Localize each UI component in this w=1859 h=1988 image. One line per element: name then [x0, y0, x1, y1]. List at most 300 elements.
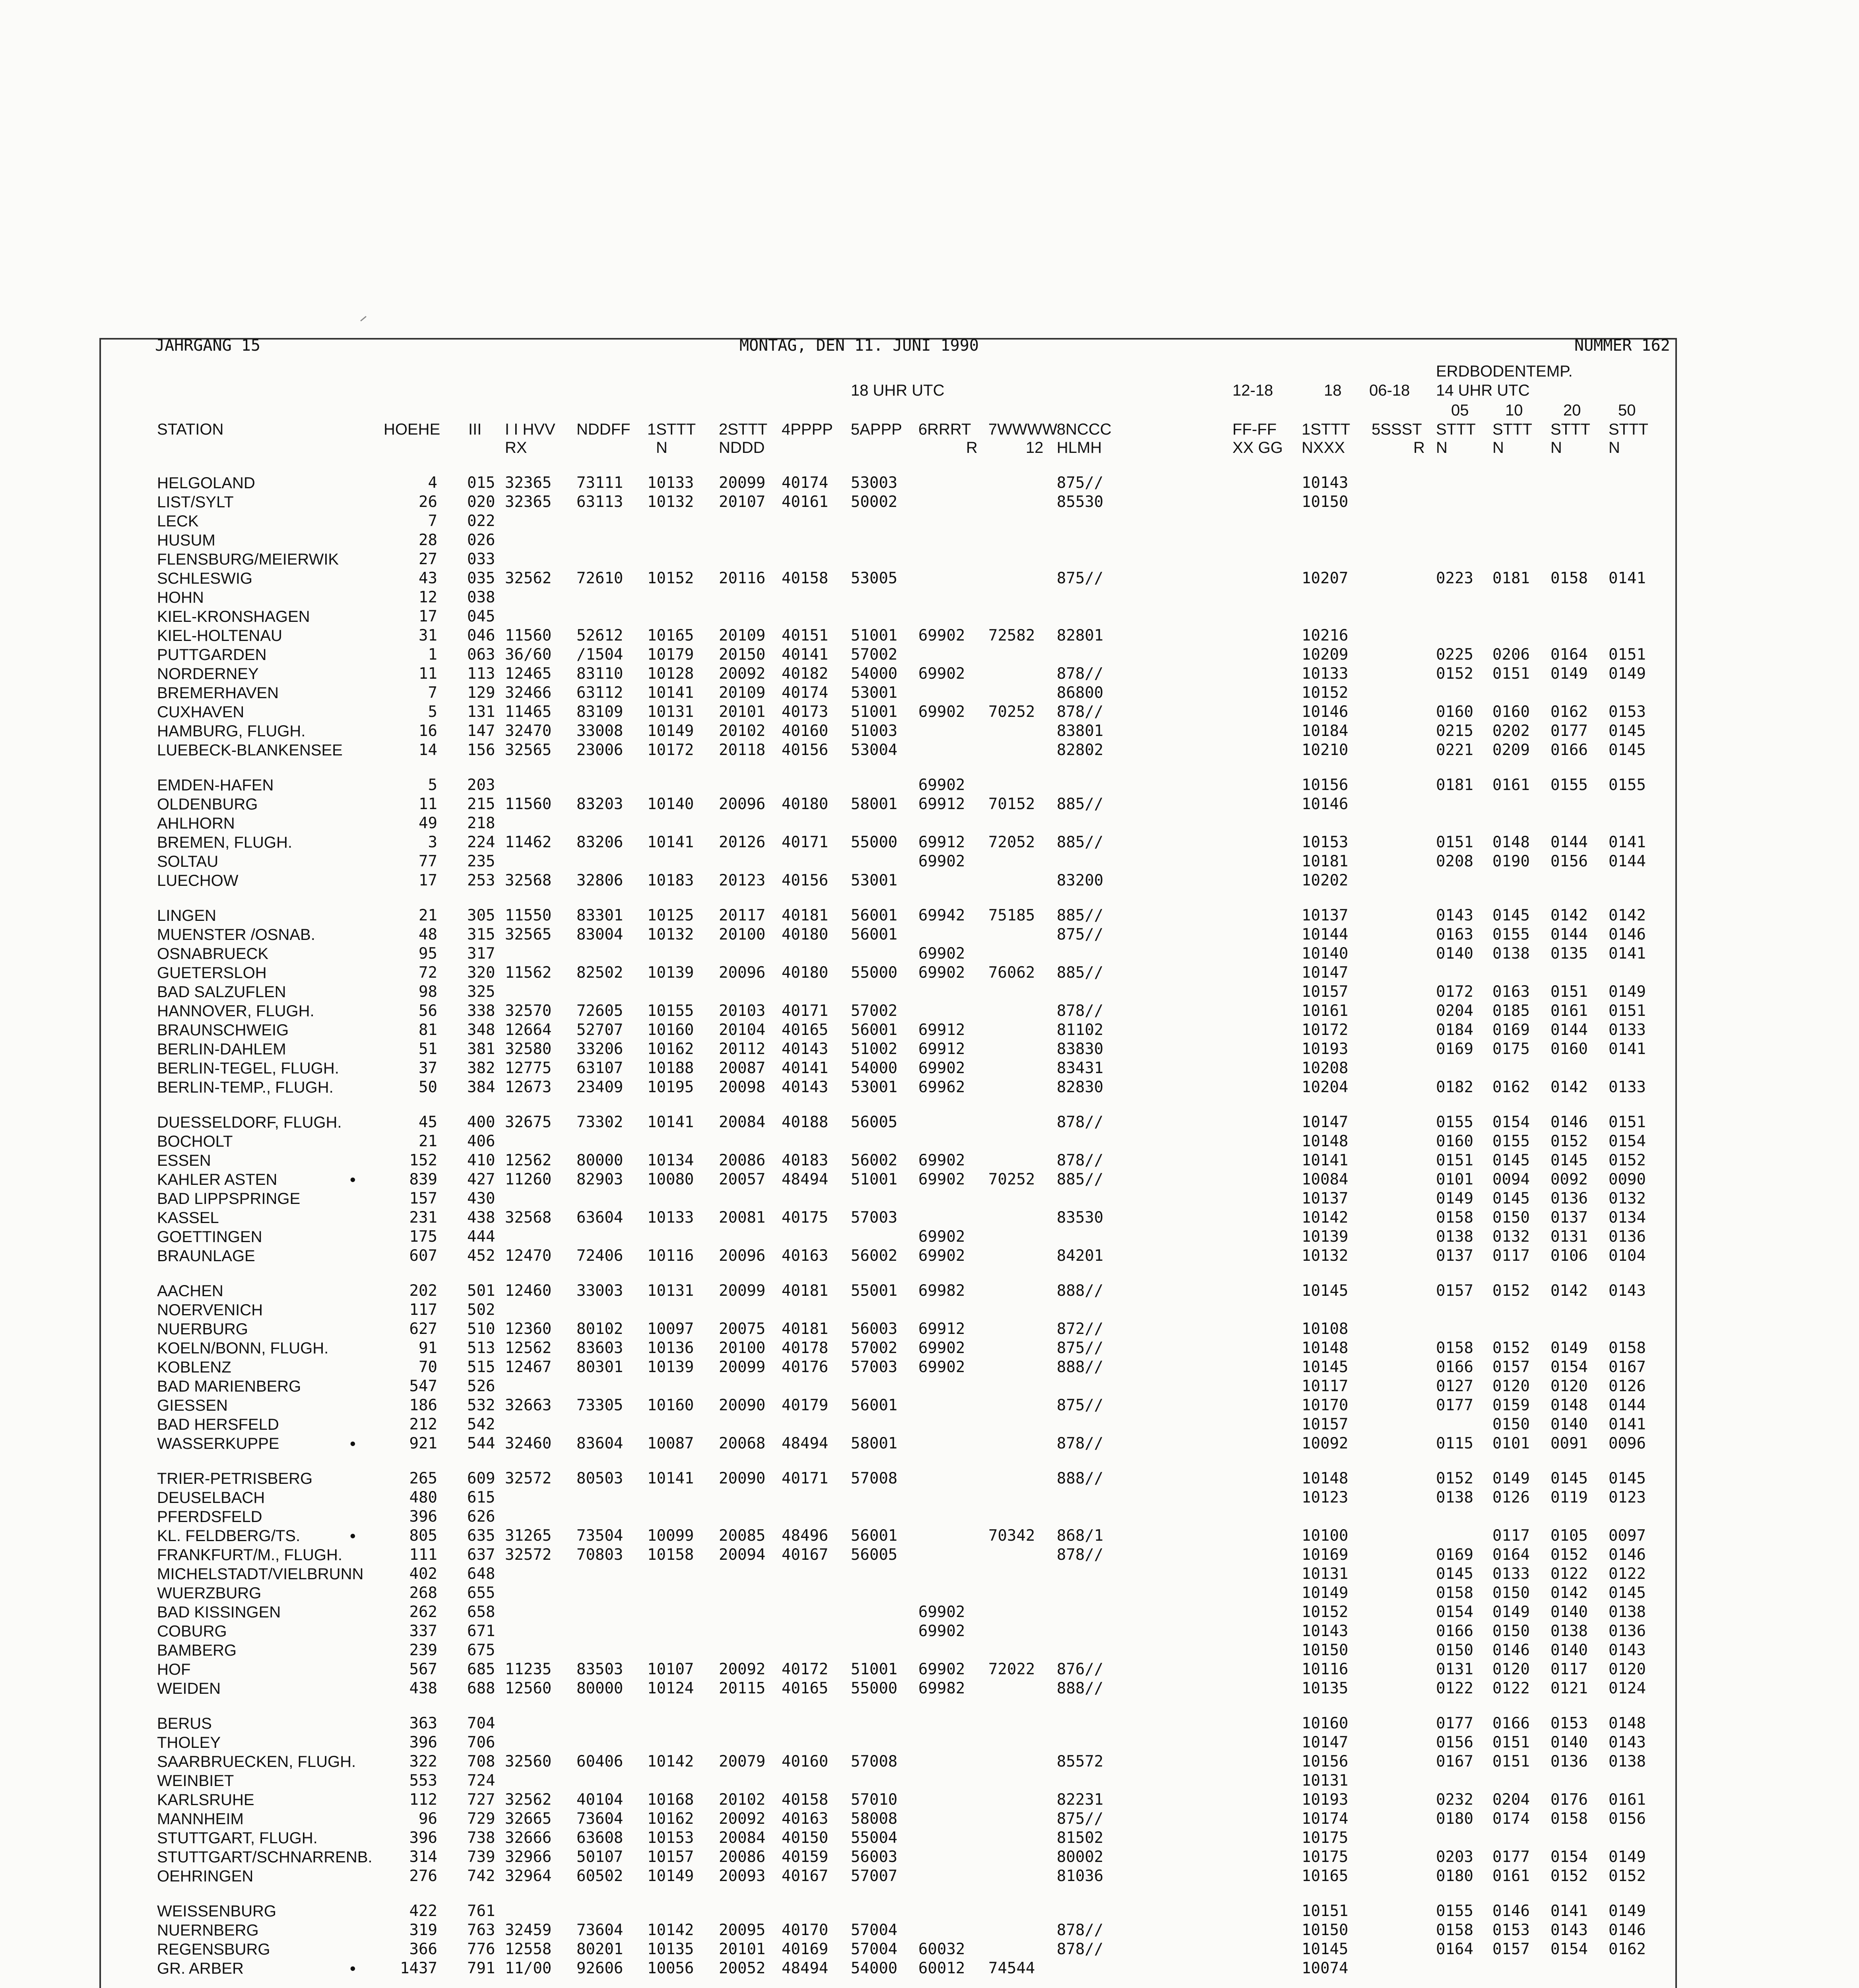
station-id: 113 — [467, 665, 495, 683]
station-name: STUTTGART, FLUGH. — [157, 1829, 318, 1847]
synop-group: 57002 — [851, 1002, 898, 1020]
synop-group: 10149 — [647, 1867, 694, 1885]
synop-group: 69902 — [918, 703, 965, 721]
station-height: 45 — [419, 1113, 437, 1131]
ssst-heading: 5SSST — [1372, 421, 1422, 438]
synop-group: 73111 — [576, 474, 623, 492]
station-name: GR. ARBER — [157, 1960, 244, 1977]
synop-group: 69982 — [918, 1679, 965, 1697]
synop-group: 10158 — [647, 1546, 694, 1564]
soil-temp-value: 0148 — [1609, 1714, 1646, 1732]
synop-group: 20099 — [719, 1282, 766, 1300]
synop-group: 32565 — [505, 741, 552, 759]
soil-temp-value: 0164 — [1492, 1546, 1530, 1564]
synop-group: 876// — [1057, 1660, 1104, 1678]
synop-group: 10172 — [647, 741, 694, 759]
synop-group: 11550 — [505, 907, 552, 924]
soil05-heading: STTT — [1436, 421, 1476, 438]
soil-temp-value: 0160 — [1492, 703, 1530, 721]
synop-group: 20090 — [719, 1396, 766, 1414]
soil-temp-value: 0163 — [1436, 926, 1473, 944]
station-name: NOERVENICH — [157, 1301, 263, 1319]
synop-group: 20052 — [719, 1959, 766, 1977]
max-temp-group: 10143 — [1302, 1622, 1349, 1640]
station-height: 268 — [409, 1584, 437, 1602]
station-id: 513 — [467, 1339, 495, 1357]
max-temp-group: 10140 — [1302, 945, 1349, 963]
sttt18-sub: NXXX — [1302, 439, 1345, 456]
synop-group: 32460 — [505, 1435, 552, 1452]
station-name: PFERDSFELD — [157, 1508, 262, 1526]
station-id: 609 — [467, 1470, 495, 1487]
soil-temp-value: 0151 — [1609, 646, 1646, 664]
synop-group: 10131 — [647, 1282, 694, 1300]
soil-temp-value: 0150 — [1492, 1584, 1530, 1602]
station-name: GIESSEN — [157, 1397, 228, 1414]
synop-group: 40151 — [782, 627, 829, 645]
table-row — [0, 1415, 1829, 1434]
synop-group: 60032 — [918, 1940, 965, 1958]
table-row — [0, 1040, 1829, 1059]
synop-group: 69902 — [918, 1660, 965, 1678]
synop-group: 53001 — [851, 872, 898, 889]
soil-temp-value: 0150 — [1492, 1209, 1530, 1227]
soil-temp-value: 0151 — [1609, 1113, 1646, 1131]
synop-group: 72406 — [576, 1247, 623, 1265]
soil-temp-value: 0181 — [1436, 776, 1473, 794]
rrrt-heading: 6RRRT — [918, 421, 971, 438]
station-height: 50 — [419, 1078, 437, 1096]
table-row — [0, 1603, 1829, 1622]
synop-group: 20096 — [719, 964, 766, 982]
soil-temp-value: 0138 — [1436, 1489, 1473, 1507]
max-temp-group: 10137 — [1302, 907, 1349, 924]
soil-temp-value: 0146 — [1609, 926, 1646, 944]
table-row — [0, 1434, 1829, 1453]
synop-group: 73305 — [576, 1396, 623, 1414]
synop-group: 40180 — [782, 795, 829, 813]
station-id: 635 — [467, 1527, 495, 1545]
station-height: 112 — [409, 1791, 437, 1809]
synop-group: 83203 — [576, 795, 623, 813]
table-row — [0, 1771, 1829, 1790]
synop-group: 10179 — [647, 646, 694, 664]
table-row — [0, 607, 1829, 626]
table-row — [0, 1622, 1829, 1641]
synop-group: 12560 — [505, 1679, 552, 1697]
soil-temp-value: 0152 — [1492, 1282, 1530, 1300]
max-temp-group: 10147 — [1302, 964, 1349, 982]
synop-group: 40158 — [782, 1791, 829, 1809]
synop-group: 70803 — [576, 1546, 623, 1564]
station-height: 4 — [428, 474, 437, 492]
table-row — [0, 664, 1829, 683]
synop-group: 32568 — [505, 872, 552, 889]
soil-temp-value: 0144 — [1609, 852, 1646, 870]
soil-temp-value: 0172 — [1436, 983, 1473, 1001]
soil-temp-value: 0144 — [1550, 833, 1588, 851]
station-height: 1437 — [400, 1959, 437, 1977]
soil-temp-heading: ERDBODENTEMP. — [1436, 363, 1573, 380]
soil-temp-value: 0091 — [1550, 1435, 1588, 1452]
soil-temp-value: 0154 — [1492, 1113, 1530, 1131]
soil-temp-value: 0151 — [1492, 1734, 1530, 1751]
synop-group: 10153 — [647, 1829, 694, 1847]
table-row — [0, 1469, 1829, 1488]
synop-group: 10141 — [647, 1470, 694, 1487]
synop-group: 86800 — [1057, 684, 1104, 702]
station-id: 515 — [467, 1358, 495, 1376]
synop-group: 10099 — [647, 1527, 694, 1545]
soil20-heading: STTT — [1550, 421, 1590, 438]
soil05-sub: N — [1436, 439, 1448, 456]
synop-group: 10133 — [647, 474, 694, 492]
soil-temp-value: 0153 — [1609, 703, 1646, 721]
station-name: EMDEN-HAFEN — [157, 777, 274, 794]
table-row — [0, 1059, 1829, 1078]
synop-group: 40141 — [782, 646, 829, 664]
soil-temp-value: 0145 — [1492, 907, 1530, 924]
h18-heading: 18 — [1324, 382, 1342, 399]
pppp-heading: 4PPPP — [782, 421, 833, 438]
synop-group: 83004 — [576, 926, 623, 944]
synop-group: 69902 — [918, 1603, 965, 1621]
synop-group: 69912 — [918, 1021, 965, 1039]
synop-group: 40150 — [782, 1829, 829, 1847]
max-temp-group: 10152 — [1302, 684, 1349, 702]
synop-group: 40163 — [782, 1247, 829, 1265]
station-name: KOELN/BONN, FLUGH. — [157, 1340, 329, 1357]
synop-group: 72605 — [576, 1002, 623, 1020]
station-height: 422 — [409, 1902, 437, 1920]
max-temp-group: 10210 — [1302, 741, 1349, 759]
soil-temp-value: 0152 — [1550, 1132, 1588, 1150]
soil10-heading: STTT — [1492, 421, 1532, 438]
station-id: 742 — [467, 1867, 495, 1885]
synop-group: 885// — [1057, 907, 1104, 924]
soil-temp-value: 0145 — [1492, 1190, 1530, 1208]
max-temp-group: 10174 — [1302, 1810, 1349, 1828]
soil-temp-value: 0126 — [1492, 1489, 1530, 1507]
soil-temp-value: 0145 — [1550, 1470, 1588, 1487]
table-row — [0, 1809, 1829, 1829]
synop-group: 57007 — [851, 1867, 898, 1885]
max-temp-group: 10142 — [1302, 1209, 1349, 1227]
synop-group: 878// — [1057, 1151, 1104, 1169]
synop-group: 40179 — [782, 1396, 829, 1414]
station-id: 727 — [467, 1791, 495, 1809]
station-height: 480 — [409, 1489, 437, 1507]
station-height: 17 — [419, 608, 437, 625]
synop-group: 885// — [1057, 1171, 1104, 1188]
soil-temp-value: 0155 — [1436, 1902, 1473, 1920]
synop-group: 10097 — [647, 1320, 694, 1338]
synop-group: 63107 — [576, 1059, 623, 1077]
synop-group: 20094 — [719, 1546, 766, 1564]
station-height: 157 — [409, 1190, 437, 1208]
station-id: 763 — [467, 1921, 495, 1939]
date-label: MONTAG, DEN 11. JUNI 1990 — [739, 336, 979, 355]
depth-05: 05 — [1451, 402, 1469, 419]
station-height: 921 — [409, 1435, 437, 1452]
soil-temp-value: 0115 — [1436, 1435, 1473, 1452]
synop-group: 80503 — [576, 1470, 623, 1487]
synop-group: 70252 — [988, 703, 1035, 721]
station-id: 452 — [467, 1247, 495, 1265]
station-id: 438 — [467, 1209, 495, 1227]
station-height: 553 — [409, 1772, 437, 1790]
soil-temp-value: 0149 — [1609, 1902, 1646, 1920]
table-row — [0, 925, 1829, 944]
soil-temp-value: 0134 — [1609, 1209, 1646, 1227]
station-height: 396 — [409, 1829, 437, 1847]
station-name: TRIER-PETRISBERG — [157, 1470, 313, 1487]
synop-group: 10160 — [647, 1021, 694, 1039]
synop-group: 56005 — [851, 1113, 898, 1131]
synop-group: 20090 — [719, 1470, 766, 1487]
station-id: 688 — [467, 1679, 495, 1697]
soil-temp-value: 0090 — [1609, 1171, 1646, 1188]
synop-group: 20101 — [719, 703, 766, 721]
soil-temp-value: 0232 — [1436, 1791, 1473, 1809]
soil-temp-value: 0135 — [1550, 945, 1588, 963]
synop-group: 10135 — [647, 1940, 694, 1958]
station-name: BOCHOLT — [157, 1133, 233, 1150]
synop-group: 56001 — [851, 926, 898, 944]
synop-group: 10140 — [647, 795, 694, 813]
synop-group: 57002 — [851, 1339, 898, 1357]
synop-group: 875// — [1057, 1396, 1104, 1414]
synop-group: 10080 — [647, 1171, 694, 1188]
synop-group: 72610 — [576, 569, 623, 587]
table-row — [0, 550, 1829, 569]
soil-temp-value: 0166 — [1492, 1714, 1530, 1732]
synop-group: 69902 — [918, 1358, 965, 1376]
max-temp-group: 10153 — [1302, 833, 1349, 851]
station-name: BREMERHAVEN — [157, 684, 279, 702]
wwww-sub: 12 — [1026, 439, 1044, 456]
soil-temp-value: 0140 — [1436, 945, 1473, 963]
station-name: AACHEN — [157, 1282, 223, 1300]
station-name: HANNOVER, FLUGH. — [157, 1002, 314, 1020]
soil-temp-value: 0124 — [1609, 1679, 1646, 1697]
synop-group: 12673 — [505, 1078, 552, 1096]
table-row — [0, 833, 1829, 852]
soil-temp-value: 0117 — [1492, 1247, 1530, 1265]
soil-temp-value: 0136 — [1609, 1228, 1646, 1246]
soil-temp-value: 0094 — [1492, 1171, 1530, 1188]
soil-temp-value: 0122 — [1609, 1565, 1646, 1583]
station-id: 724 — [467, 1772, 495, 1790]
soil-temp-value: 0101 — [1492, 1435, 1530, 1452]
table-row — [0, 1377, 1829, 1396]
iii-heading: III — [468, 421, 482, 438]
soil-temp-value: 0146 — [1492, 1902, 1530, 1920]
synop-group: 69902 — [918, 665, 965, 683]
synop-group: 85530 — [1057, 493, 1104, 511]
synop-group: 32562 — [505, 1791, 552, 1809]
soil-temp-value: 0164 — [1550, 646, 1588, 664]
soil-temp-value: 0158 — [1436, 1339, 1473, 1357]
station-name: WEIDEN — [157, 1680, 221, 1697]
synop-group: 32663 — [505, 1396, 552, 1414]
table-row — [0, 1151, 1829, 1170]
synop-group: 57002 — [851, 646, 898, 664]
synop-group: 69902 — [918, 776, 965, 794]
synop-group: 20085 — [719, 1527, 766, 1545]
station-height: 72 — [419, 964, 437, 982]
soil-temp-value: 0146 — [1609, 1546, 1646, 1564]
station-name: STUTTGART/SCHNARRENB. — [157, 1848, 373, 1866]
station-id: 131 — [467, 703, 495, 721]
depth-10: 10 — [1505, 402, 1523, 419]
synop-group: 54000 — [851, 665, 898, 683]
soil-temp-value: 0096 — [1609, 1435, 1646, 1452]
station-height: 212 — [409, 1415, 437, 1433]
soil-temp-value: 0155 — [1550, 776, 1588, 794]
synop-group: 56002 — [851, 1151, 898, 1169]
soil-temp-value: 0215 — [1436, 722, 1473, 740]
sttt2-sub: NDDD — [719, 439, 765, 456]
max-temp-group: 10202 — [1302, 872, 1349, 889]
station-height: 11 — [419, 795, 437, 813]
soil-temp-value: 0104 — [1609, 1247, 1646, 1265]
max-temp-group: 10133 — [1302, 665, 1349, 683]
synop-group: 50002 — [851, 493, 898, 511]
mountain-station-marker: • — [350, 1434, 356, 1453]
synop-group: 875// — [1057, 926, 1104, 944]
synop-group: 40165 — [782, 1679, 829, 1697]
synop-group: 10157 — [647, 1848, 694, 1866]
soil-temp-value: 0151 — [1609, 1002, 1646, 1020]
max-temp-group: 10148 — [1302, 1470, 1349, 1487]
soil-temp-value: 0177 — [1436, 1714, 1473, 1732]
station-height: 396 — [409, 1508, 437, 1526]
synop-group: 40104 — [576, 1791, 623, 1809]
synop-group: 70252 — [988, 1171, 1035, 1188]
nccc-heading: 8NCCC — [1057, 421, 1112, 438]
soil-temp-value: 0137 — [1550, 1209, 1588, 1227]
station-height: 547 — [409, 1377, 437, 1395]
soil-temp-value: 0142 — [1550, 1584, 1588, 1602]
max-temp-group: 10181 — [1302, 852, 1349, 870]
station-name: OSNABRUECK — [157, 945, 269, 963]
table-row — [0, 588, 1829, 607]
synop-group: 40171 — [782, 833, 829, 851]
synop-group: 51002 — [851, 1040, 898, 1058]
rrrt-sub: R — [966, 439, 978, 456]
synop-group: 20096 — [719, 1247, 766, 1265]
synop-group: 10139 — [647, 964, 694, 982]
soil-temp-value: 0175 — [1492, 1040, 1530, 1058]
synop-group: 83530 — [1057, 1209, 1104, 1227]
table-row — [0, 1113, 1829, 1132]
synop-group: 23409 — [576, 1078, 623, 1096]
table-row — [0, 683, 1829, 703]
station-name: MANNHEIM — [157, 1810, 244, 1828]
synop-group: 72582 — [988, 627, 1035, 645]
station-height: 5 — [428, 703, 437, 721]
synop-group: 82801 — [1057, 627, 1104, 645]
synop-group: 40181 — [782, 1282, 829, 1300]
soil-temp-value: 0146 — [1609, 1921, 1646, 1939]
synop-group: 10133 — [647, 1209, 694, 1227]
synop-group: 69902 — [918, 1622, 965, 1640]
synop-group: 56001 — [851, 1396, 898, 1414]
synop-group: 20084 — [719, 1113, 766, 1131]
synop-group: 20084 — [719, 1829, 766, 1847]
synop-group: 69902 — [918, 1339, 965, 1357]
station-id: 325 — [467, 983, 495, 1001]
soil-temp-value: 0132 — [1609, 1190, 1646, 1208]
synop-group: 10136 — [647, 1339, 694, 1357]
issue-number: NUMMER 162 — [1574, 336, 1670, 355]
table-row — [0, 906, 1829, 925]
table-row — [0, 1921, 1829, 1940]
soil-temp-value: 0158 — [1550, 569, 1588, 587]
synop-group: 32570 — [505, 1002, 552, 1020]
soil-temp-value: 0145 — [1550, 1151, 1588, 1169]
soil-temp-value: 0158 — [1436, 1209, 1473, 1227]
synop-group: 32580 — [505, 1040, 552, 1058]
table-row — [0, 963, 1829, 982]
station-name: BERLIN-DAHLEM — [157, 1041, 286, 1058]
synop-group: 63608 — [576, 1829, 623, 1847]
soil-temp-value: 0169 — [1492, 1021, 1530, 1039]
synop-group: 40183 — [782, 1151, 829, 1169]
station-height: 438 — [409, 1679, 437, 1697]
station-height: 239 — [409, 1641, 437, 1659]
station-name: GOETTINGEN — [157, 1228, 262, 1246]
soil-temp-value: 0166 — [1436, 1622, 1473, 1640]
station-height: 28 — [419, 531, 437, 549]
synop-group: 80002 — [1057, 1848, 1104, 1866]
table-row — [0, 1790, 1829, 1809]
synop-group: 31265 — [505, 1527, 552, 1545]
synop-group: 40188 — [782, 1113, 829, 1131]
station-height: 49 — [419, 814, 437, 832]
synop-group: 12470 — [505, 1247, 552, 1265]
synop-group: 55000 — [851, 1679, 898, 1697]
synop-group: 10168 — [647, 1791, 694, 1809]
table-row — [0, 776, 1829, 795]
station-height: 5 — [428, 776, 437, 794]
synop-group: 10149 — [647, 722, 694, 740]
station-name: BAD SALZUFLEN — [157, 983, 286, 1001]
synop-group: 57003 — [851, 1209, 898, 1227]
synop-group: 63112 — [576, 684, 623, 702]
station-name: KAHLER ASTEN — [157, 1171, 277, 1188]
synop-group: /1504 — [576, 646, 623, 664]
synop-group: 875// — [1057, 569, 1104, 587]
soil-temp-value: 0153 — [1492, 1921, 1530, 1939]
station-id: 706 — [467, 1734, 495, 1751]
synop-group: 69942 — [918, 907, 965, 924]
soil-temp-value: 0145 — [1436, 1565, 1473, 1583]
wwww-heading: 7WWWW — [988, 421, 1058, 438]
max-temp-group: 10204 — [1302, 1078, 1349, 1096]
soil-temp-value: 0157 — [1492, 1358, 1530, 1376]
synop-group: 83110 — [576, 665, 623, 683]
synop-group: 83109 — [576, 703, 623, 721]
synop-group: 40159 — [782, 1848, 829, 1866]
station-id: 444 — [467, 1228, 495, 1246]
station-name: DEUSELBACH — [157, 1489, 265, 1507]
synop-group: 878// — [1057, 665, 1104, 683]
table-row — [0, 1132, 1829, 1151]
soil-temp-value: 0182 — [1436, 1078, 1473, 1096]
max-temp-group: 10084 — [1302, 1171, 1349, 1188]
